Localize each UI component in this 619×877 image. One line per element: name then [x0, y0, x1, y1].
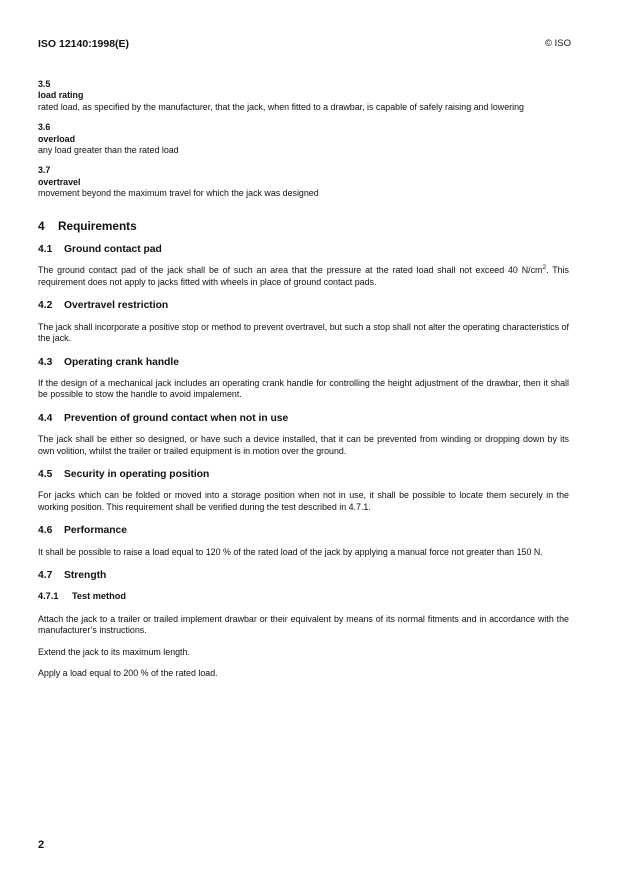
- section-title: Security in operating position: [64, 468, 210, 480]
- section-title: Prevention of ground contact when not in use: [64, 412, 289, 424]
- term-definition: any load greater than the rated load: [38, 145, 179, 156]
- subsection-heading: [38, 591, 569, 602]
- subsection-number: 4.7.1: [38, 591, 59, 602]
- copyright-notice: © ISO: [544, 38, 571, 49]
- document-id: ISO 12140:1998(E): [38, 38, 130, 50]
- paragraph: The jack shall incorporate a positive stop or method to prevent overtravel, but such a stop shall not alter the operating characteristics of the jack.: [38, 321, 569, 344]
- term-entry: [38, 122, 569, 156]
- paragraph: For jacks which can be folded or moved into a storage position when not in use, it shall be possible to locate them securely in the working position. This requirement shall be verified during the test described in 4.7.1.: [38, 490, 569, 512]
- section-number: 4.5: [38, 468, 53, 480]
- paragraph: The ground contact pad of the jack shall be of such an area that the pressure at the rated load shall not exceed 40 $N/cm^2$. This requirement does not apply to jacks fitted with wheels in place of ground contact pads.: [38, 264, 569, 287]
- section-heading: [38, 413, 569, 424]
- term-name: overtravel: [38, 176, 81, 187]
- section-number: 4.1: [38, 244, 53, 256]
- section-number: 4.4: [38, 412, 53, 424]
- section-title: Ground contact pad: [64, 244, 162, 256]
- paragraph: If the design of a mechanical jack includes an operating crank handle for controlling the height adjustment of the drawbar, then it shall be possible to stow the handle to avoid impalement.: [38, 377, 569, 400]
- subsection-title: Test method: [72, 591, 126, 602]
- section-heading: [38, 357, 569, 368]
- paragraph: The jack shall be either so designed, or have such a device installed, that it can be prevented from winding or dropping down by its own volition, whilst the trailer or trailed equipment is in motion over the ground.: [38, 434, 569, 456]
- section-title: Strength: [64, 569, 107, 581]
- paragraph: Extend the jack to its maximum length.: [38, 646, 190, 657]
- section-number: 4.6: [38, 525, 53, 537]
- page-header: [38, 38, 571, 52]
- paragraph: Attach the jack to a trailer or trailed implement drawbar or their equivalent by means of its normal fitments and in accordance with the manufacturer’s instructions.: [38, 613, 569, 636]
- paragraph: Apply a load equal to 200 % of the rated load.: [38, 668, 218, 678]
- section-heading: [38, 525, 569, 536]
- page-number: 2: [38, 839, 45, 851]
- term-definition: movement beyond the maximum travel for which the jack was designed: [38, 188, 319, 199]
- section-title: Overtravel restriction: [64, 300, 169, 312]
- section-heading: [38, 570, 569, 581]
- section-title: Performance: [64, 525, 127, 537]
- term-entry: [38, 79, 569, 113]
- clause-heading: [38, 218, 569, 233]
- section-heading: [38, 244, 569, 255]
- clause-title: Requirements: [58, 218, 137, 233]
- section-number: 4.7: [38, 569, 53, 581]
- section-number: 4.2: [38, 300, 53, 312]
- clause-number: 4: [38, 218, 45, 233]
- paragraph: It shall be possible to raise a load equal to 120 % of the rated load of the jack by applying a manual force not greater than 150 N.: [38, 546, 543, 557]
- section-title: Operating crank handle: [64, 356, 180, 368]
- term-entry: [38, 165, 569, 199]
- section-heading: [38, 300, 569, 311]
- section-heading: [38, 469, 569, 480]
- term-number: 3.7: [38, 165, 51, 176]
- section-number: 4.3: [38, 356, 53, 368]
- term-name: load rating: [38, 90, 84, 101]
- term-number: 3.5: [38, 79, 51, 89]
- page-content: [38, 79, 569, 689]
- term-definition: rated load, as specified by the manufacturer, that the jack, when fitted to a drawbar, is capable of safely raising and lowering: [38, 101, 524, 112]
- term-number: 3.6: [38, 122, 51, 133]
- term-name: overload: [38, 133, 75, 144]
